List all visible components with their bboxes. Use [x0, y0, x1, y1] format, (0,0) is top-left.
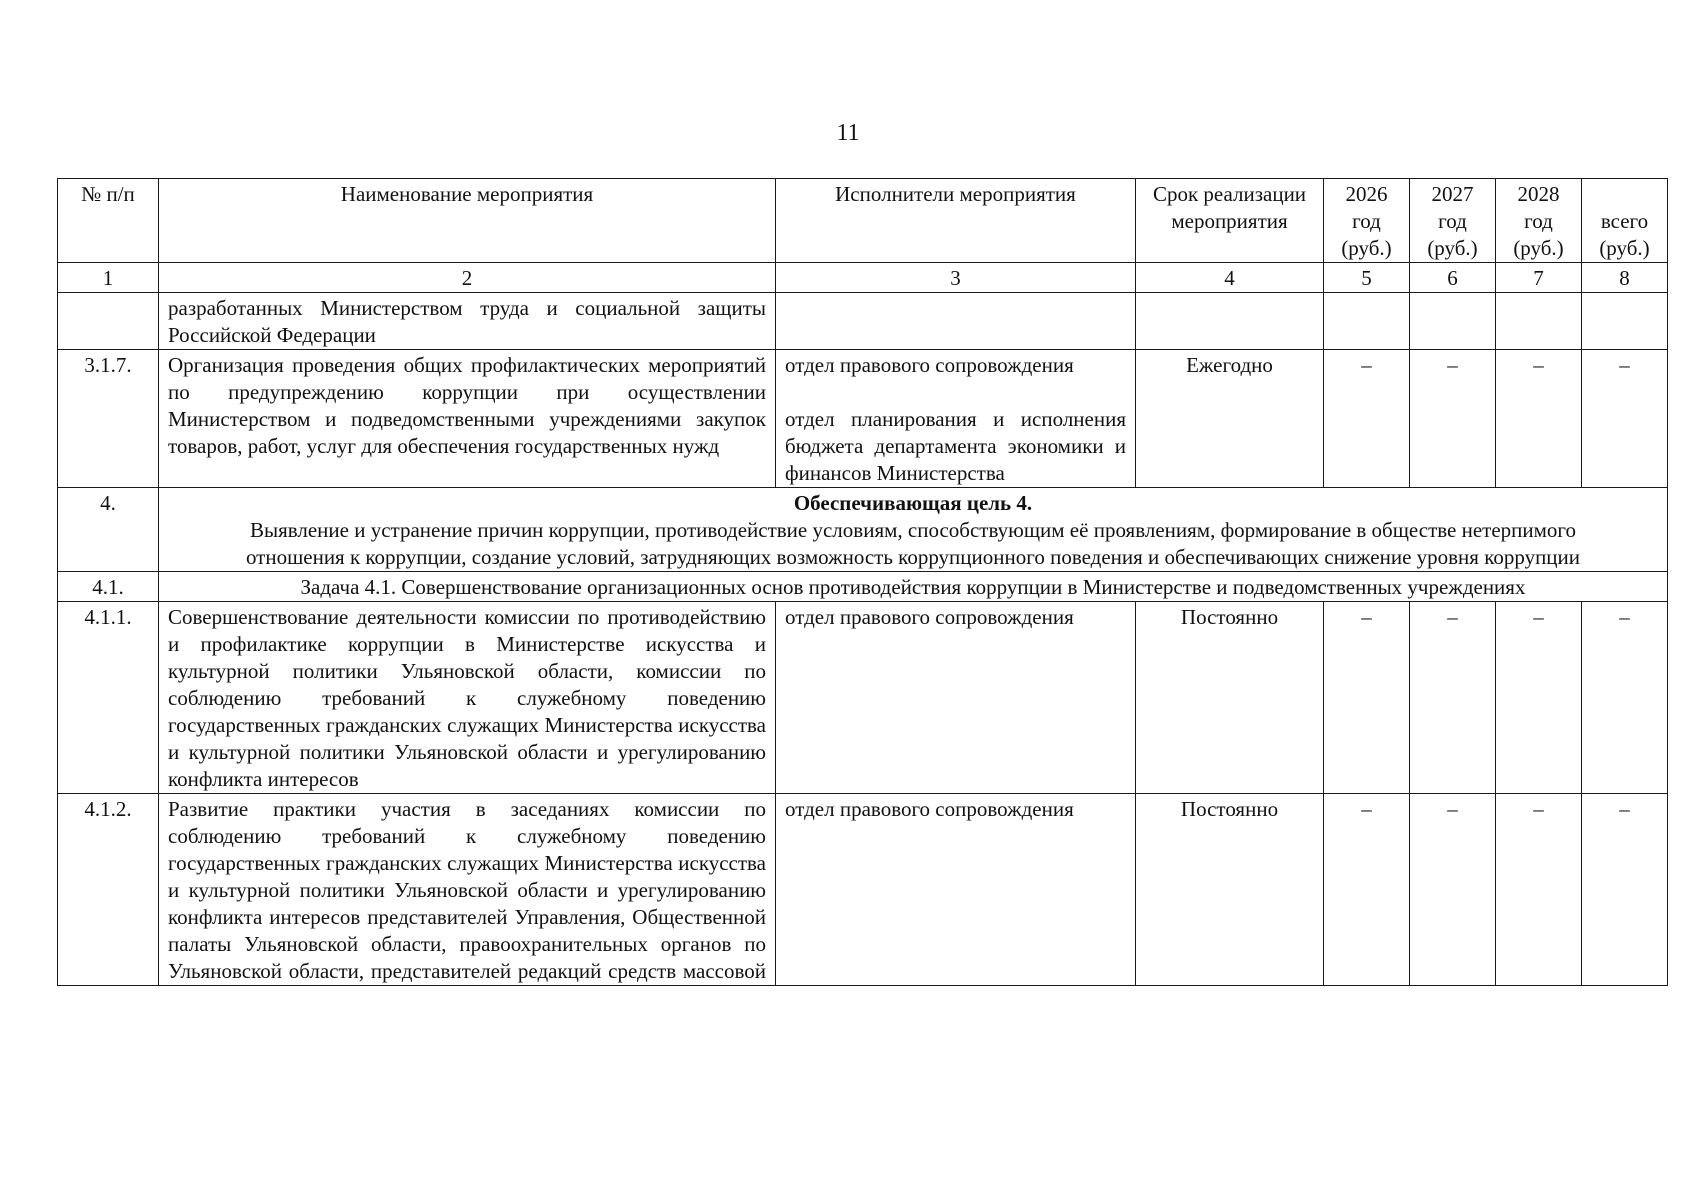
row-number: 4.1.1.	[58, 602, 159, 794]
header-2027: 2027 год (руб.)	[1410, 179, 1496, 263]
value-2028: –	[1496, 794, 1582, 986]
value-2027: –	[1410, 350, 1496, 488]
table-cell	[1410, 293, 1496, 350]
executors-cell	[776, 350, 1136, 488]
page-number: 11	[836, 120, 860, 146]
column-number: 4	[1136, 263, 1324, 293]
header-num: № п/п	[58, 179, 159, 263]
row-number: 4.1.	[58, 572, 159, 602]
table-cell	[776, 293, 1136, 350]
task-text: Задача 4.1. Совершенствование организационных основ противодействия коррупции в Министерстве и подведомственных учреждениях	[159, 572, 1668, 602]
column-number: 7	[1496, 263, 1582, 293]
header-executors: Исполнители мероприятия	[776, 179, 1136, 263]
measure-name: Организация проведения общих профилактических мероприятий по предупреждению коррупции при осуществлении Министерством и подведомственными учреждениями закупок товаров, работ, услуг для обеспечения государственных нужд	[159, 350, 776, 488]
table-cell	[1136, 293, 1324, 350]
term: Постоянно	[1136, 602, 1324, 794]
table-row-4-1-2	[58, 794, 1668, 986]
value-total: –	[1582, 602, 1668, 794]
executor: отдел правового сопровождения	[776, 602, 1136, 794]
column-number: 6	[1410, 263, 1496, 293]
table-row-4-1-1	[58, 602, 1668, 794]
measures-table	[57, 178, 1668, 986]
column-number: 3	[776, 263, 1136, 293]
continuation-row	[58, 293, 1668, 350]
header-name: Наименование мероприятия	[159, 179, 776, 263]
row-number: 4.	[58, 488, 159, 572]
header-row	[58, 179, 1668, 263]
value-2026: –	[1324, 602, 1410, 794]
value-total: –	[1582, 794, 1668, 986]
value-2028: –	[1496, 602, 1582, 794]
table-cell	[1324, 293, 1410, 350]
row-number: 3.1.7.	[58, 350, 159, 488]
value-2026: –	[1324, 350, 1410, 488]
task-row	[58, 572, 1668, 602]
goal-cell	[159, 488, 1668, 572]
table-cell	[58, 293, 159, 350]
executor: отдел планирования и исполнения бюджета департамента экономики и финансов Министерства	[785, 407, 1126, 485]
measure-name: разработанных Министерством труда и социальной защиты Российской Федерации	[159, 293, 776, 350]
column-numbers-row	[58, 263, 1668, 293]
header-2026: 2026 год (руб.)	[1324, 179, 1410, 263]
row-number: 4.1.2.	[58, 794, 159, 986]
executor: отдел правового сопровождения	[785, 353, 1074, 377]
term: Постоянно	[1136, 794, 1324, 986]
header-term: Срок реализации мероприятия	[1136, 179, 1324, 263]
value-total: –	[1582, 350, 1668, 488]
value-2027: –	[1410, 794, 1496, 986]
header-2028: 2028 год (руб.)	[1496, 179, 1582, 263]
column-number: 5	[1324, 263, 1410, 293]
table-cell	[1496, 293, 1582, 350]
value-2028: –	[1496, 350, 1582, 488]
measure-name: Развитие практики участия в заседаниях комиссии по соблюдению требований к служебному поведению государственных гражданских служащих Министерства искусства и культурной политики Ульяновской области и урегулированию конфликта интересов представителей Управления, Общественной палаты Ульяновской области, правоохранительных органов по Ульяновской области, представителей редакций средств массовой	[159, 794, 776, 986]
table-cell	[1582, 293, 1668, 350]
goal-row	[58, 488, 1668, 572]
column-number: 1	[58, 263, 159, 293]
header-total: всего (руб.)	[1582, 179, 1668, 263]
table-row-3-1-7	[58, 350, 1668, 488]
spacer	[785, 379, 1126, 406]
goal-title: Обеспечивающая цель 4.	[793, 491, 1033, 515]
term: Ежегодно	[1136, 350, 1324, 488]
executor: отдел правового сопровождения	[776, 794, 1136, 986]
value-2027: –	[1410, 602, 1496, 794]
goal-text: Выявление и устранение причин коррупции, противодействие условиям, способствующим её проявлениям, формирование в обществе нетерпимого отношения к коррупции, создание условий, затрудняющих возможность коррупционного поведения и обеспечивающих снижение уровня коррупции	[245, 518, 1581, 569]
measure-name: Совершенствование деятельности комиссии по противодействию и профилактике коррупции в Министерстве искусства и культурной политики Ульяновской области, комиссии по соблюдению требований к служебному поведению государственных гражданских служащих Министерства искусства и культурной политики Ульяновской области и урегулированию конфликта интересов	[159, 602, 776, 794]
value-2026: –	[1324, 794, 1410, 986]
column-number: 8	[1582, 263, 1668, 293]
column-number: 2	[159, 263, 776, 293]
